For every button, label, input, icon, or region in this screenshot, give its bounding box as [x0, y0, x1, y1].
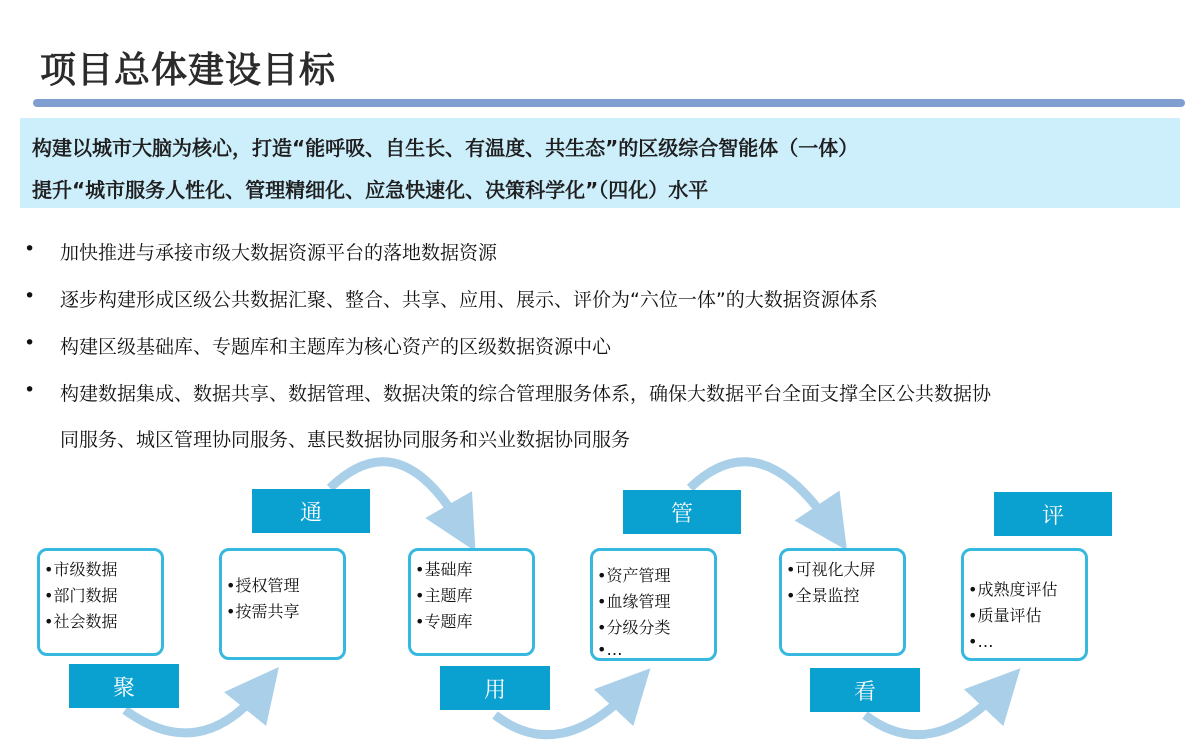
box-item: •… [968, 632, 994, 651]
box-item: •社会数据 [44, 612, 118, 631]
stage-label-ping: 评 [994, 492, 1112, 536]
box-item: •专题库 [415, 612, 473, 631]
bullet-text: 构建数据集成、数据共享、数据管理、数据决策的综合管理服务体系，确保大数据平台全面支撑全区公共数据协 [60, 383, 992, 405]
stage-box-yong [408, 548, 535, 656]
box-item: •全景监控 [786, 586, 860, 605]
banner-line-1: 构建以城市大脑为核心，打造“能呼吸、自生长、有温度、共生态”的区级综合智能体（一体） [32, 136, 859, 160]
box-item: •授权管理 [226, 576, 300, 595]
box-item: •市级数据 [44, 560, 118, 579]
box-item: •可视化大屏 [786, 560, 876, 579]
bullet-text: 加快推进与承接市级大数据资源平台的落地数据资源 [60, 242, 498, 264]
box-item: •按需共享 [226, 602, 300, 621]
box-item: •成熟度评估 [968, 580, 1058, 599]
stage-box-ping [961, 548, 1088, 661]
bullet-text: 逐步构建形成区级公共数据汇聚、整合、共享、应用、展示、评价为“六位一体”的大数据资源体系 [60, 289, 878, 311]
stage-label-guan: 管 [623, 490, 741, 534]
box-item: •… [597, 640, 623, 659]
stage-label-yong: 用 [440, 666, 550, 710]
stage-label-kan: 看 [810, 668, 920, 712]
bullet-dot: • [24, 332, 36, 354]
bullet-dot: • [24, 379, 36, 401]
stage-label-ju: 聚 [69, 664, 179, 708]
stage-box-ju [37, 548, 164, 656]
banner-line-2: 提升“城市服务人性化、管理精细化、应急快速化、决策科学化”（四化）水平 [32, 178, 709, 202]
bullet-text: 构建区级基础库、专题库和主题库为核心资产的区级数据资源中心 [60, 336, 612, 358]
stage-box-tong [219, 548, 346, 660]
bullet-dot: • [24, 285, 36, 307]
box-item: •资产管理 [597, 566, 671, 585]
page-title: 项目总体建设目标 [40, 50, 337, 91]
stage-label-tong: 通 [252, 489, 370, 533]
box-item: •主题库 [415, 586, 473, 605]
box-item: •部门数据 [44, 586, 118, 605]
stage-box-guan [590, 548, 717, 661]
bullet-dot: • [24, 238, 36, 260]
bullet-text-continuation: 同服务、城区管理协同服务、惠民数据协同服务和兴业数据协同服务 [60, 429, 631, 451]
stage-box-kan [779, 548, 906, 656]
box-item: •血缘管理 [597, 592, 671, 611]
box-item: •分级分类 [597, 618, 671, 637]
box-item: •质量评估 [968, 606, 1042, 625]
box-item: •基础库 [415, 560, 473, 579]
